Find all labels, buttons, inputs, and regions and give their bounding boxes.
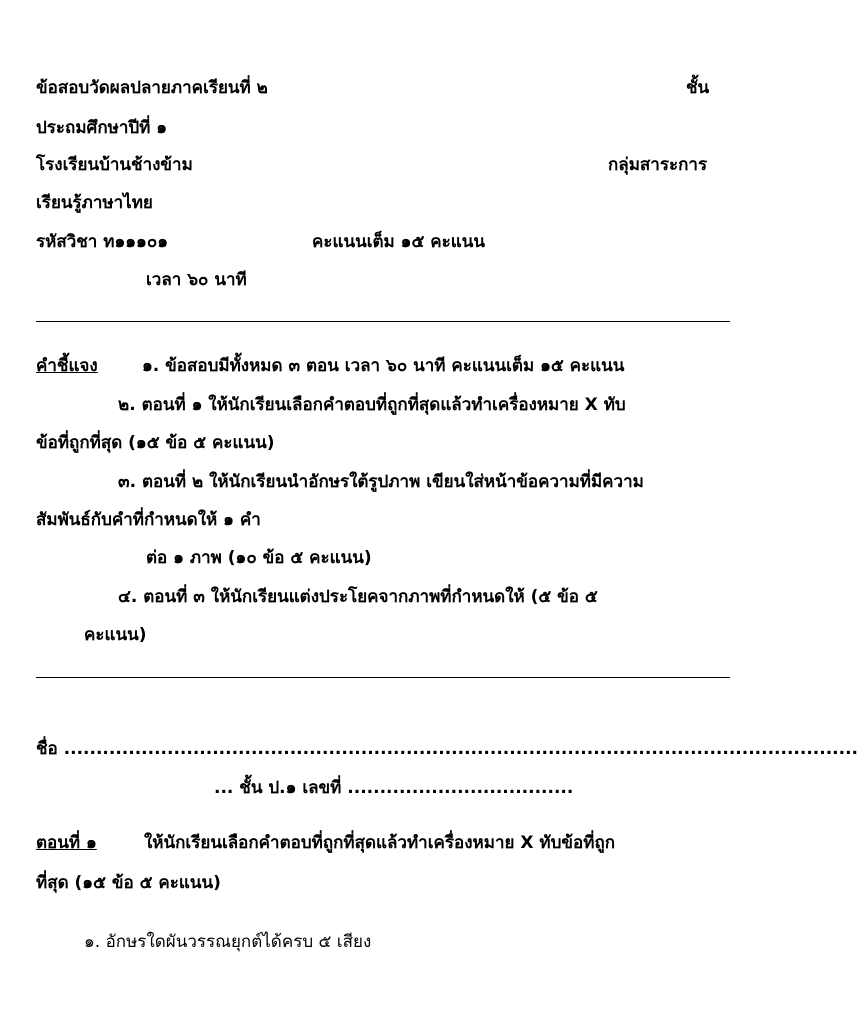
student-class-line: ... ชั้น ป.๑ เลขที่ ................................... [214,778,574,798]
grade-label: ชั้น [686,78,710,98]
instruction-item-4: ๔. ตอนที่ ๓ ให้นักเรียนแต่งประโยคจากภาพที่กำหนดให้ (๕ ข้อ ๕ [118,587,598,607]
exam-title: ข้อสอบวัดผลปลายภาคเรียนที่ ๒ [36,78,268,98]
part1-label: ตอนที่ ๑ [36,833,97,853]
course-code: รหัสวิชา ท๑๑๑๐๑ [36,232,169,252]
subject-group-value: เรียนรู้ภาษาไทย [36,193,153,213]
part1-instruction-cont: ที่สุด (๑๕ ข้อ ๕ คะแนน) [36,873,221,893]
instruction-item-3-cont2: ต่อ ๑ ภาพ (๑๐ ข้อ ๕ คะแนน) [146,548,372,568]
instruction-item-4-cont: คะแนน) [84,625,147,645]
instruction-item-2-cont: ข้อที่ถูกที่สุด (๑๕ ข้อ ๕ คะแนน) [36,433,275,453]
instruction-item-2: ๒. ตอนที่ ๑ ให้นักเรียนเลือกคำตอบที่ถูกที่สุดแล้วทำเครื่องหมาย X ทับ [118,395,626,415]
duration: เวลา ๖๐ นาที [146,270,247,290]
instruction-item-3-cont: สัมพันธ์กับคำที่กำหนดให้ ๑ คำ [36,510,261,530]
instructions-label: คำชี้แจง [36,356,98,376]
school-name: โรงเรียนบ้านช้างข้าม [36,155,193,175]
divider-bottom [36,677,730,678]
part1-instruction: ให้นักเรียนเลือกคำตอบที่ถูกที่สุดแล้วทำเครื่องหมาย X ทับข้อที่ถูก [144,833,616,853]
instruction-item-1: ๑. ข้อสอบมีทั้งหมด ๓ ตอน เวลา ๖๐ นาที คะแนนเต็ม ๑๕ คะแนน [142,356,625,376]
instruction-item-3: ๓. ตอนที่ ๒ ให้นักเรียนนำอักษรใต้รูปภาพ เขียนใส่หน้าข้อความที่มีความ [118,472,644,492]
student-name-line: ชื่อ ........................................................................................................................... [36,739,858,759]
full-score: คะแนนเต็ม ๑๕ คะแนน [312,232,485,252]
question-1: ๑. อักษรใดผันวรรณยุกต์ได้ครบ ๕ เสียง [84,932,372,952]
grade-value: ประถมศึกษาปีที่ ๑ [36,118,168,138]
subject-group-label: กลุ่มสาระการ [608,155,708,175]
divider-top [36,321,730,322]
